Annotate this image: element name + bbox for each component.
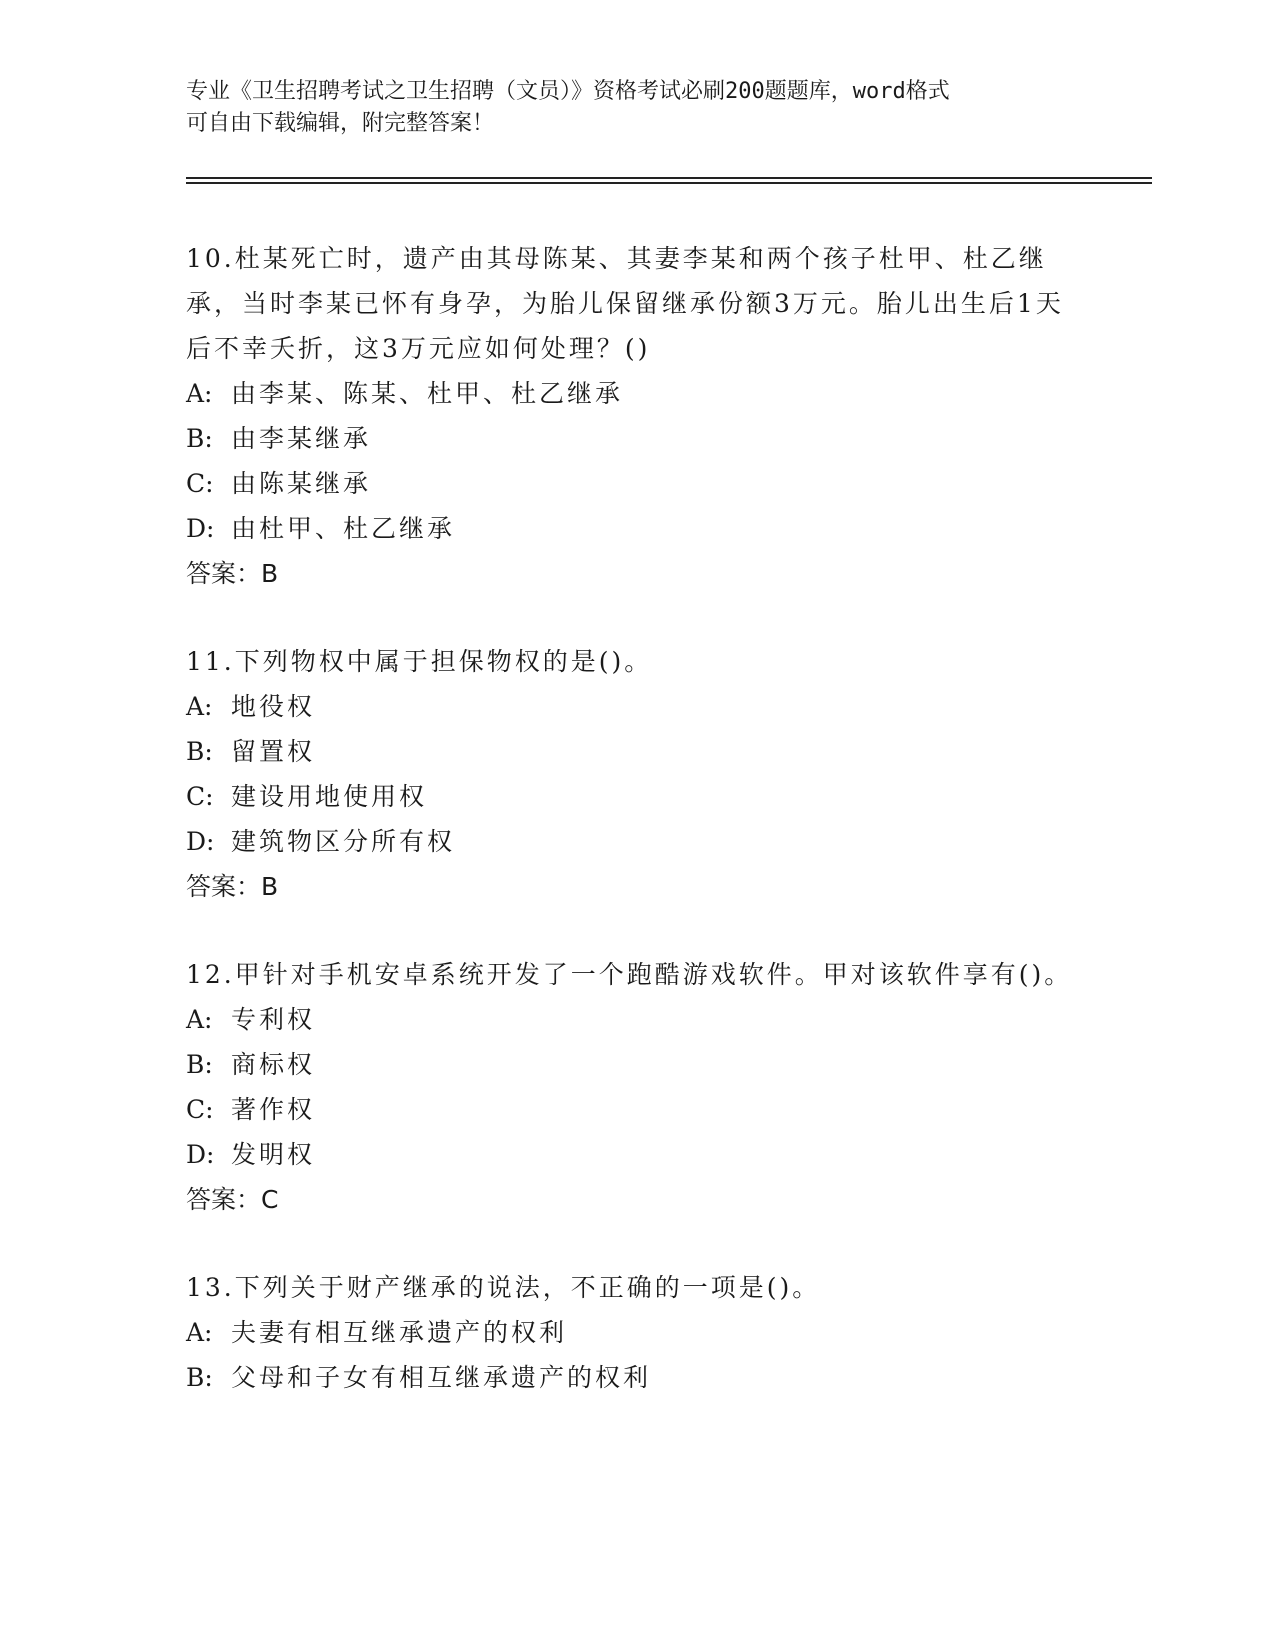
option-label: A: [186,1318,213,1347]
option-c [186,1087,1076,1132]
question-10 [186,236,1076,596]
question-text: 11.下列物权中属于担保物权的是()。 [186,647,653,676]
header-line-2: 可自由下载编辑，附完整答案！ [186,111,495,136]
option-c [186,461,1076,506]
option-c [186,774,1076,819]
answer: 答案：B [186,872,279,901]
option-text: 地役权 [231,692,316,721]
option-d [186,819,1076,864]
option-label: B: [186,737,213,766]
option-label: A: [186,1005,213,1034]
option-text: 建筑物区分所有权 [231,827,456,856]
option-label: B: [186,1363,213,1392]
option-label: A: [186,692,213,721]
question-text: 13.下列关于财产继承的说法，不正确的一项是()。 [186,1273,821,1302]
option-b [186,416,1076,461]
option-a [186,684,1076,729]
option-label: A: [186,379,213,408]
option-label: C: [186,1095,214,1124]
option-text: 父母和子女有相互继承遗产的权利 [231,1363,652,1392]
option-b [186,729,1076,774]
question-11 [186,639,1076,909]
option-text: 留置权 [231,737,316,766]
option-text: 著作权 [231,1095,316,1124]
option-label: D: [186,1140,215,1169]
option-b [186,1355,1076,1400]
option-label: C: [186,782,214,811]
question-text: 10.杜某死亡时，遗产由其母陈某、其妻李某和两个孩子杜甲、杜乙继承，当时李某已怀有身孕，为胎儿保留继承份额3万元。胎儿出生后1天后不幸夭折，这3万元应如何处理？() [186,244,1064,363]
option-label: D: [186,827,215,856]
question-text: 12.甲针对手机安卓系统开发了一个跑酷游戏软件。甲对该软件享有()。 [186,960,1073,989]
document-header [186,76,1066,140]
option-a [186,1310,1076,1355]
option-label: D: [186,514,215,543]
option-text: 由李某继承 [231,424,372,453]
option-label: B: [186,1050,213,1079]
option-d [186,1132,1076,1177]
answer: 答案：C [186,1185,279,1214]
option-text: 建设用地使用权 [231,782,428,811]
option-label: B: [186,424,213,453]
option-text: 夫妻有相互继承遗产的权利 [231,1318,568,1347]
option-text: 专利权 [231,1005,316,1034]
question-13 [186,1265,1076,1400]
header-line-1: 专业《卫生招聘考试之卫生招聘（文员）》资格考试必刷200题题库，word格式 [186,79,950,104]
header-divider-bottom [186,182,1152,184]
header-divider-top [186,177,1152,179]
option-text: 发明权 [231,1140,316,1169]
option-b [186,1042,1076,1087]
option-text: 由李某、陈某、杜甲、杜乙继承 [231,379,624,408]
option-text: 商标权 [231,1050,316,1079]
option-text: 由陈某继承 [231,469,372,498]
option-a [186,997,1076,1042]
option-text: 由杜甲、杜乙继承 [231,514,456,543]
option-d [186,506,1076,551]
option-a [186,371,1076,416]
question-list [186,236,1076,1443]
question-12 [186,952,1076,1222]
option-label: C: [186,469,214,498]
answer: 答案：B [186,559,279,588]
